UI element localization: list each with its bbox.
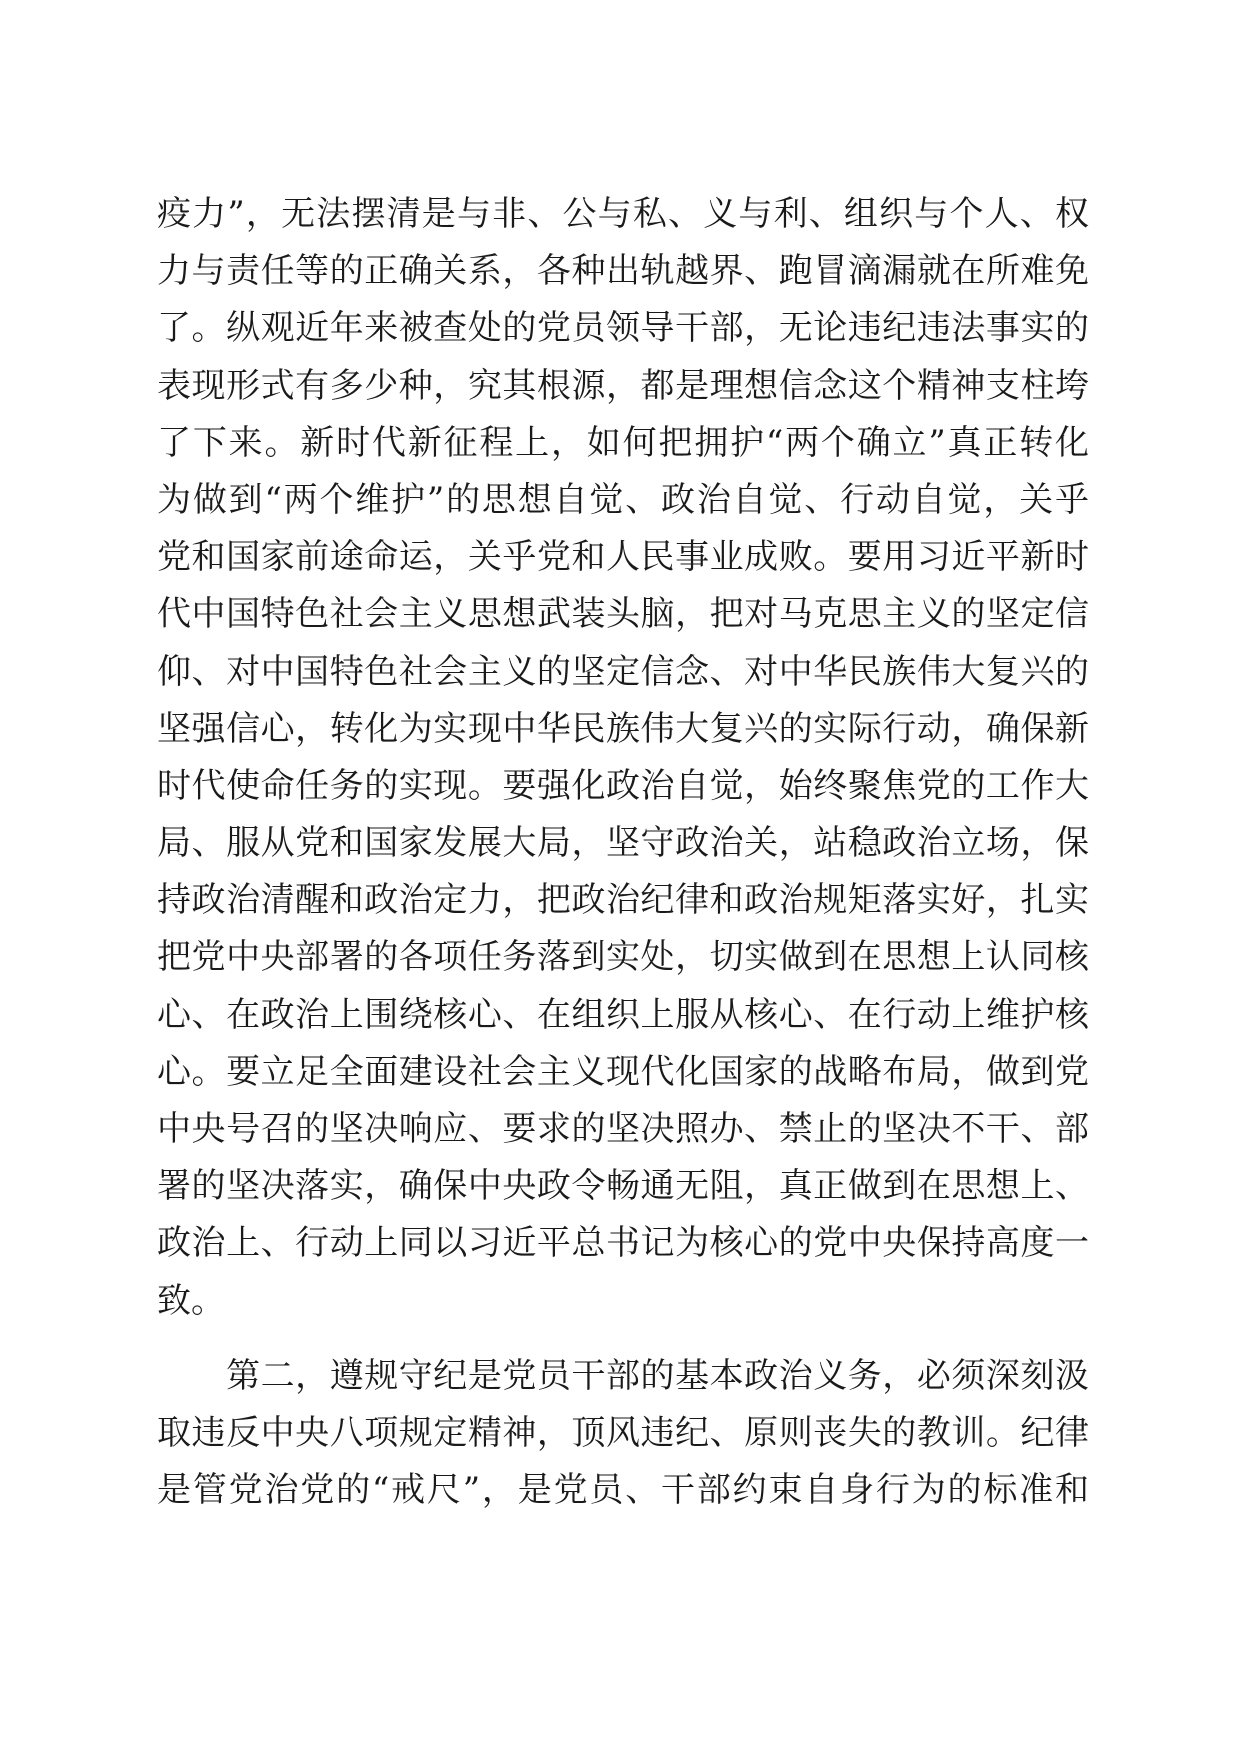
text-line: 心、在政治上围绕核心、在组织上服从核心、在行动上维护核 (157, 994, 1089, 1035)
text-line: 署的坚决落实，确保中央政令畅通无阻，真正做到在思想上、 (157, 1166, 1089, 1207)
text-line: 把党中央部署的各项任务落到实处，切实做到在思想上认同核 (157, 937, 1089, 978)
text-line: 力与责任等的正确关系，各种出轨越界、跑冒滴漏就在所难免 (157, 251, 1089, 292)
paragraph-2 (157, 1348, 1089, 1520)
body-text (157, 186, 1089, 1519)
text-line: 了。纵观近年来被查处的党员领导干部，无论违纪违法事实的 (157, 308, 1089, 349)
text-line: 致。 (157, 1280, 225, 1321)
text-line: 表现形式有多少种，究其根源，都是理想信念这个精神支柱垮 (157, 365, 1089, 406)
text-line: 党和国家前途命运，关乎党和人民事业成败。要用习近平新时 (157, 537, 1089, 578)
text-line: 局、服从党和国家发展大局，坚守政治关，站稳政治立场，保 (157, 823, 1089, 864)
text-line: 代中国特色社会主义思想武装头脑，把对马克思主义的坚定信 (157, 594, 1089, 635)
text-line: 心。要立足全面建设社会主义现代化国家的战略布局，做到党 (157, 1051, 1089, 1092)
paragraph-spacer (157, 1330, 1089, 1348)
text-line: 持政治清醒和政治定力，把政治纪律和政治规矩落实好，扎实 (157, 880, 1089, 921)
text-line: 了下来。新时代新征程上，如何把拥护“两个确立”真正转化 (157, 422, 1089, 463)
text-line: 疫力”，无法摆清是与非、公与私、义与利、组织与个人、权 (157, 194, 1089, 234)
text-line: 第二，遵规守纪是党员干部的基本政治义务，必须深刻汲 (157, 1355, 1089, 1396)
text-line: 时代使命任务的实现。要强化政治自觉，始终聚焦党的工作大 (157, 765, 1089, 806)
text-line: 政治上、行动上同以习近平总书记为核心的党中央保持高度一 (157, 1223, 1089, 1264)
text-line: 坚强信心，转化为实现中华民族伟大复兴的实际行动，确保新 (157, 708, 1089, 749)
paragraph-1 (157, 186, 1089, 1330)
text-line: 中央号召的坚决响应、要求的坚决照办、禁止的坚决不干、部 (157, 1109, 1089, 1149)
text-line: 是管党治党的“戒尺”，是党员、干部约束自身行为的标准和 (157, 1470, 1089, 1511)
text-line: 取违反中央八项规定精神，顶风违纪、原则丧失的教训。纪律 (157, 1412, 1089, 1453)
text-line: 仰、对中国特色社会主义的坚定信念、对中华民族伟大复兴的 (157, 651, 1089, 692)
text-line: 为做到“两个维护”的思想自觉、政治自觉、行动自觉，关乎 (157, 479, 1089, 520)
